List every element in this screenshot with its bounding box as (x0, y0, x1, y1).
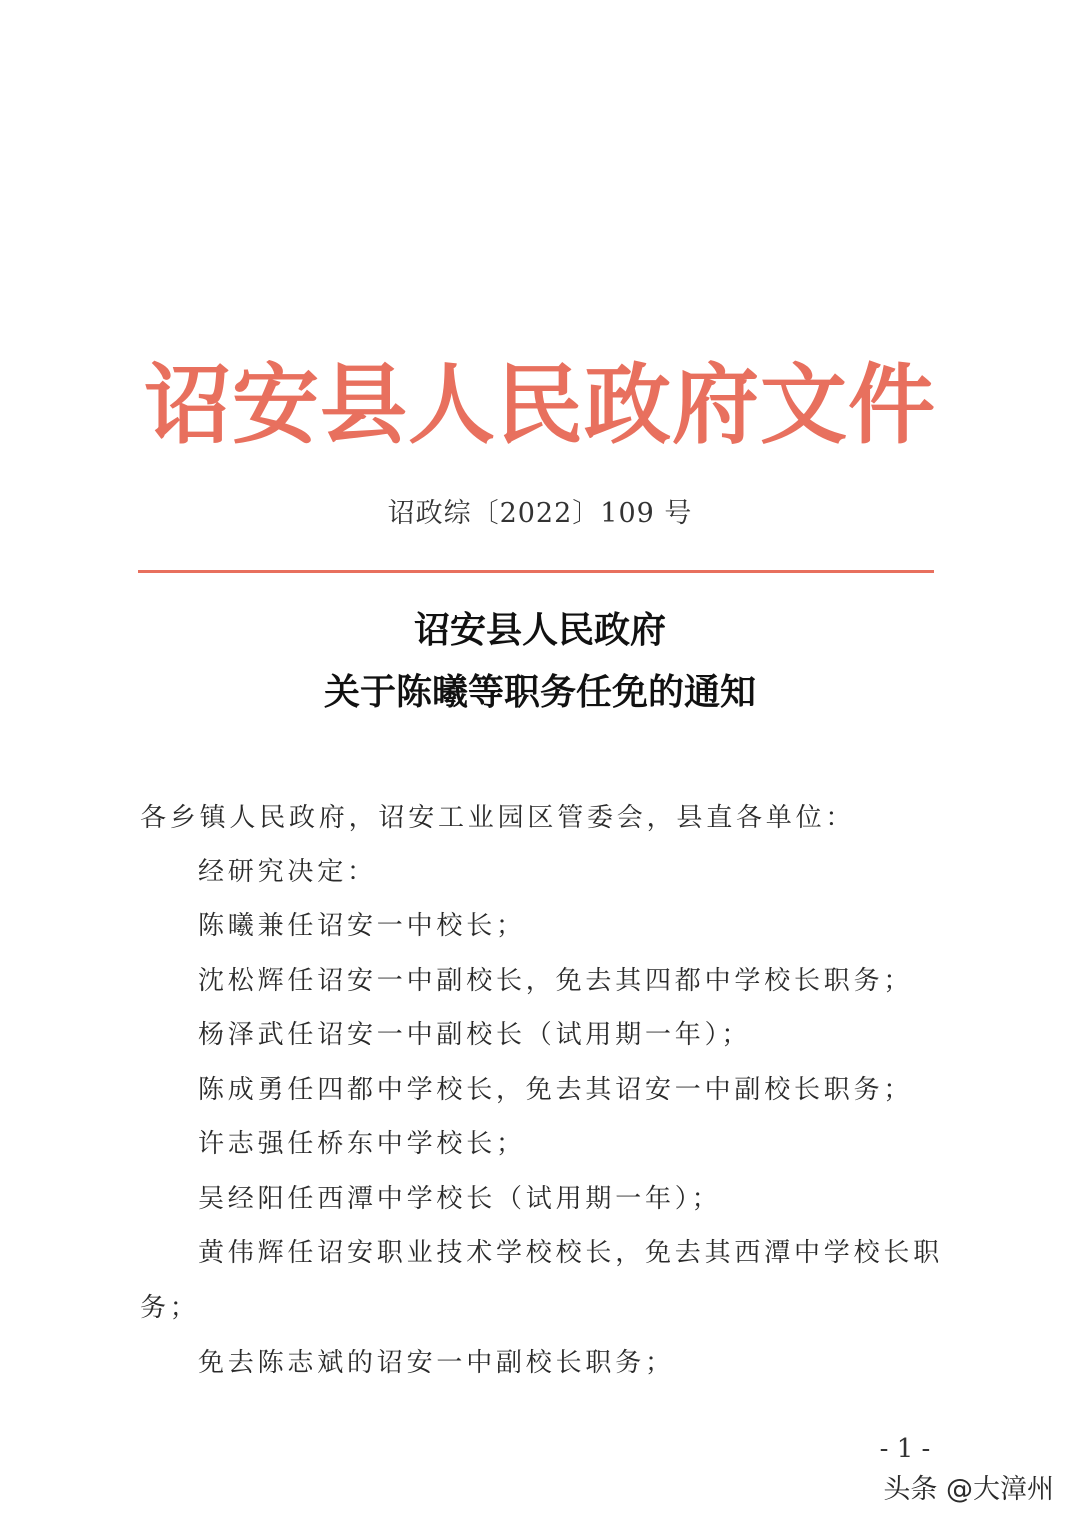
masthead-title: 诏安县人民政府文件 (144, 354, 936, 456)
document-number: 诏政综〔2022〕109 号 (387, 498, 693, 529)
notice-title-line-2: 关于陈曦等职务任免的通知 (323, 672, 756, 713)
appointment-item: 许志强任桥东中学校长； (198, 1129, 526, 1159)
appointment-item: 沈松辉任诏安一中副校长，免去其四都中学校长职务； (198, 966, 914, 996)
appointment-item: 陈曦兼任诏安一中校长； (198, 911, 526, 941)
appointment-item-continuation: 务； (140, 1293, 200, 1323)
red-separator-line (138, 570, 934, 573)
appointment-item: 黄伟辉任诏安职业技术学校校长，免去其西潭中学校长职 (198, 1238, 944, 1268)
notice-title-line-1: 诏安县人民政府 (413, 610, 666, 651)
addressee-line: 各乡镇人民政府，诏安工业园区管委会，县直各单位： (140, 803, 856, 833)
appointment-item: 杨泽武任诏安一中副校长（试用期一年）； (198, 1020, 752, 1050)
appointment-item: 陈成勇任四都中学校长，免去其诏安一中副校长职务； (198, 1075, 914, 1105)
appointment-item: 吴经阳任西潭中学校长（试用期一年）； (198, 1184, 722, 1214)
source-watermark: 头条 @大漳州 (883, 1474, 1054, 1505)
appointment-item: 免去陈志斌的诏安一中副校长职务； (198, 1348, 675, 1378)
page-number: - 1 - (879, 1434, 931, 1464)
intro-line: 经研究决定： (198, 857, 377, 887)
